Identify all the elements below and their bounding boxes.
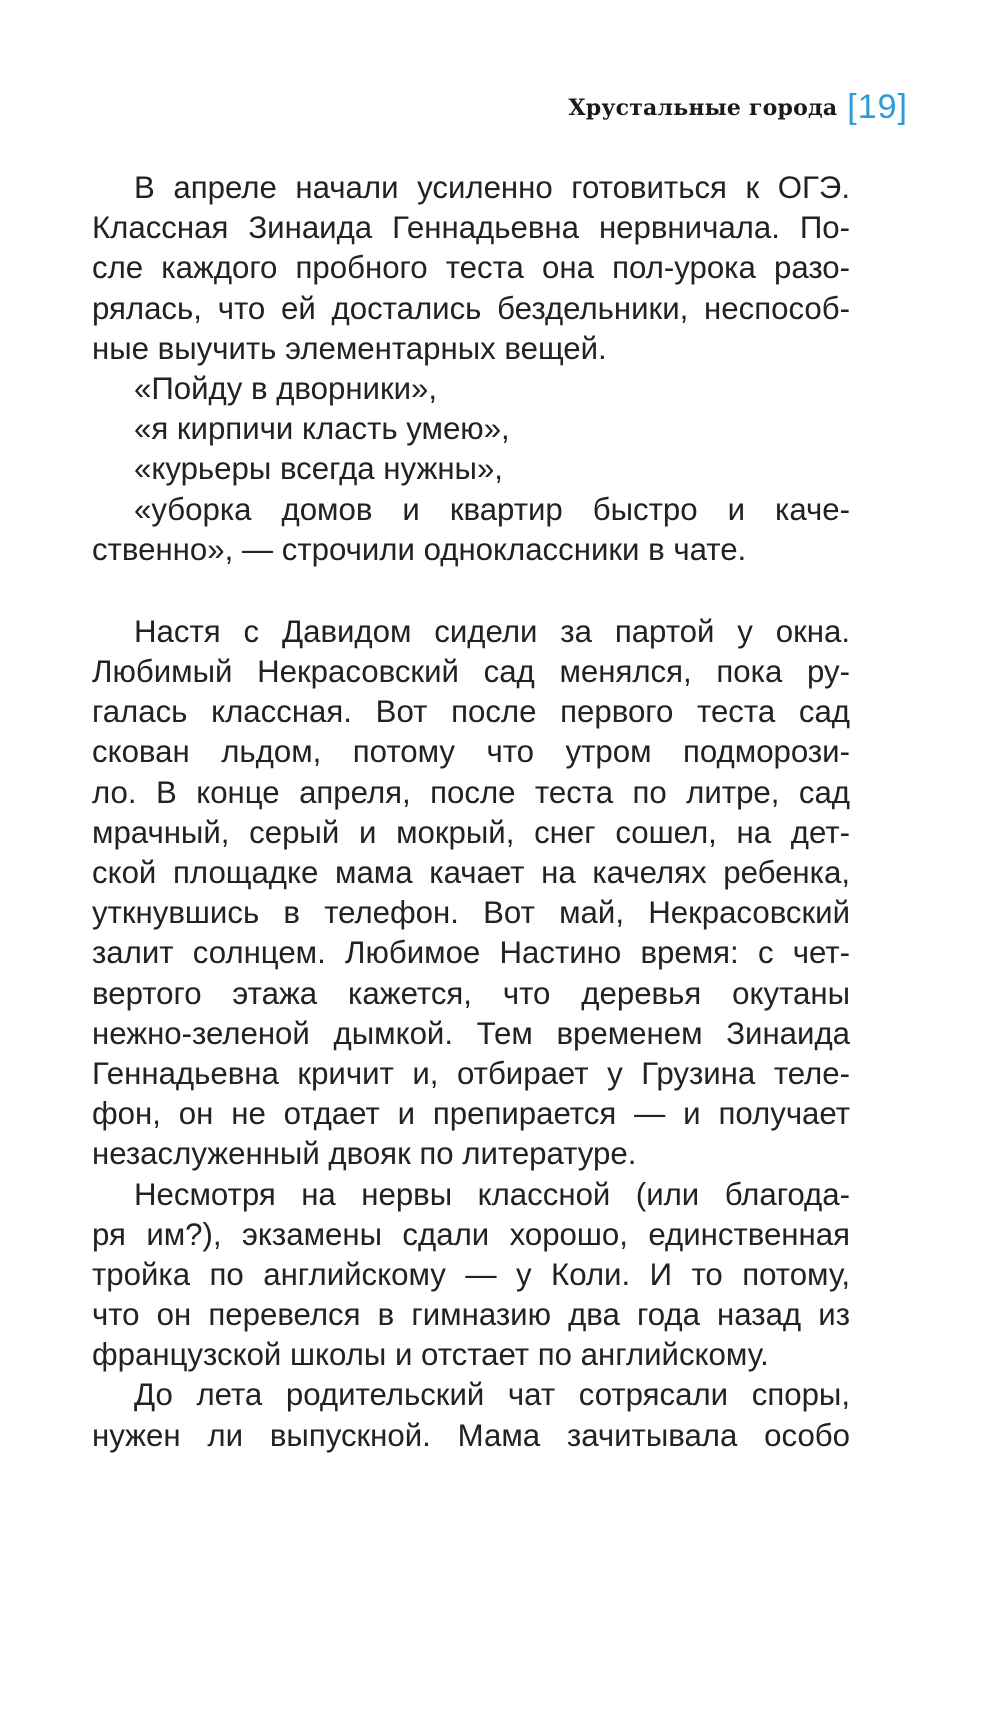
text-line: рялась, что ей достались бездельники, неспособ- (92, 290, 850, 326)
text-line: «я кирпичи класть умею», (134, 411, 510, 447)
text-line: ря им?), экзамены сдали хорошо, единственная (92, 1216, 850, 1252)
text-line: Геннадьевна кричит и, отбирает у Грузина теле- (92, 1055, 850, 1091)
running-head (568, 88, 908, 127)
text-line: ственно», — строчили одноклассники в чате. (92, 531, 747, 567)
section-break (92, 570, 850, 612)
text-line: фон, он не отдает и препирается — и получает (92, 1096, 850, 1132)
text-line: ской площадке мама качает на качелях ребенка, (92, 855, 850, 890)
text-line: нужен ли выпускной. Мама зачитывала особо (92, 1417, 850, 1453)
text-line: сле каждого пробного теста она пол-урока разо- (92, 250, 850, 286)
running-title: Хрустальные города (568, 94, 838, 121)
paragraph (92, 1175, 850, 1376)
text-line: вертого этажа кажется, что деревья окутаны (92, 975, 850, 1011)
text-line: «курьеры всегда нужны», (134, 451, 503, 487)
paragraph (92, 449, 850, 489)
text-line: Несмотря на нервы классной (или благода- (134, 1176, 850, 1212)
text-line: незаслуженный двояк по литературе. (92, 1136, 637, 1172)
text-line: тройка по английскому — у Коли. И то потому, (92, 1256, 850, 1292)
text-line: скован льдом, потому что утром подморози- (92, 734, 850, 770)
text-line: уткнувшись в телефон. Вот май, Некрасовский (92, 895, 850, 931)
text-line: Настя с Давидом сидели за партой у окна. (134, 613, 850, 649)
text-line: Классная Зинаида Геннадьевна нервничала. По- (92, 210, 850, 246)
text-line: нежно-зеленой дымкой. Тем временем Зинаида (92, 1015, 850, 1051)
text-line: В апреле начали усиленно готовиться к ОГЭ. (134, 170, 850, 205)
text-line: ные выучить элементарных вещей. (92, 330, 607, 366)
paragraph (92, 369, 850, 409)
paragraph (92, 168, 850, 369)
text-line: «уборка домов и квартир быстро и каче- (134, 491, 850, 527)
paragraph (92, 490, 850, 570)
text-line: французской школы и отстает по английскому. (92, 1337, 769, 1373)
text-line: мрачный, серый и мокрый, снег сошел, на дет- (92, 814, 850, 850)
text-line: «Пойду в дворники», (134, 370, 438, 406)
text-line: галась классная. Вот после первого теста сад (92, 694, 850, 730)
text-line: Любимый Некрасовский сад менялся, пока ру- (92, 654, 850, 690)
text-line: ло. В конце апреля, после теста по литре, сад (92, 774, 850, 810)
text-line: До лета родительский чат сотрясали споры, (134, 1377, 850, 1413)
text-line: что он перевелся в гимназию два года назад из (92, 1297, 850, 1333)
paragraph (92, 612, 850, 1175)
page-number: [19] (847, 88, 908, 126)
paragraph (92, 409, 850, 449)
body-text (92, 168, 850, 1456)
text-line: залит солнцем. Любимое Настино время: с чет- (92, 935, 850, 971)
paragraph (92, 1375, 850, 1455)
